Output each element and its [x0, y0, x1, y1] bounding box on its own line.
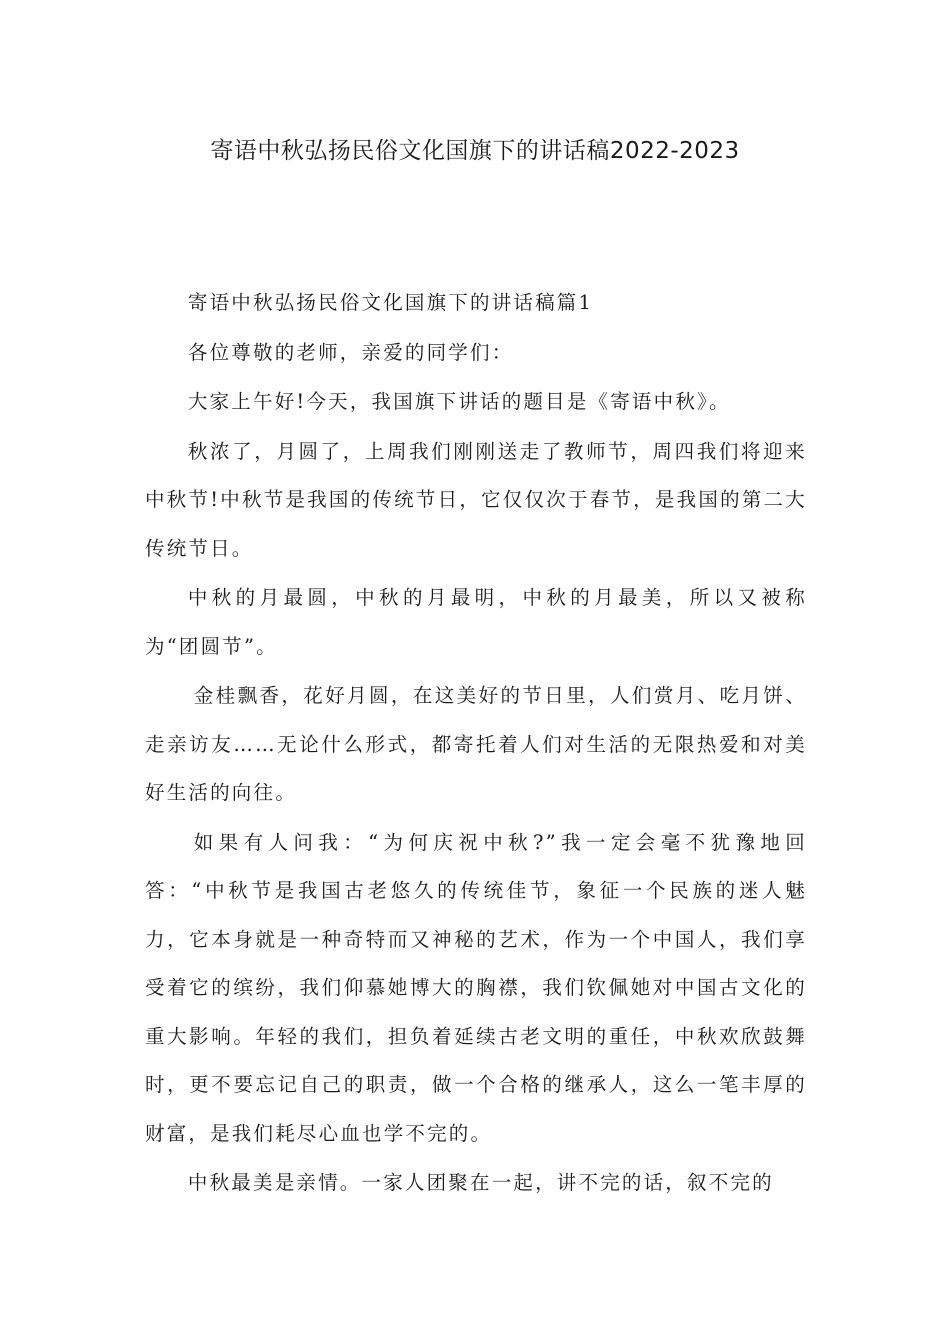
document-title: 寄语中秋弘扬民俗文化国旗下的讲话稿2022-2023 — [210, 138, 740, 164]
paragraph-moon: 中秋的月最圆，中秋的月最明，中秋的月最美，所以又被称为“团圆节”。 — [145, 586, 807, 658]
section-heading: 寄语中秋弘扬民俗文化国旗下的讲话稿篇1 — [187, 291, 594, 314]
salutation: 各位尊敬的老师，亲爱的同学们： — [187, 340, 514, 364]
document-body — [145, 279, 807, 1209]
paragraph-customs: 金桂飘香，花好月圆，在这美好的节日里，人们赏月、吃月饼、走亲访友……无论什么形式，都寄托着人们对生活的无限热爱和对美好生活的向往。 — [145, 684, 807, 804]
paragraph-family: 中秋最美是亲情。一家人团聚在一起，讲不完的话，叙不完的 — [187, 1171, 774, 1194]
paragraph-why-celebrate: 如果有人问我：“为何庆祝中秋?”我一定会毫不犹豫地回答：“中秋节是我国古老悠久的传统佳节，象征一个民族的迷人魅力，它本身就是一种奇特而又神秘的艺术，作为一个中国人，我们享受着它的缤纷，我们仰慕她博大的胸襟，我们钦佩她对中国古文化的重大影响。年轻的我们，担负着延续古老文明的重任，中秋欢欣鼓舞时，更不要忘记自己的职责，做一个合格的继承人，这么一笔丰厚的财富，是我们耗尽心血也学不完的。 — [145, 830, 807, 1145]
paragraph-intro: 秋浓了，月圆了，上周我们刚刚送走了教师节，周四我们将迎来中秋节!中秋节是我国的传统节日，它仅仅次于春节，是我国的第二大传统节日。 — [145, 439, 807, 560]
paragraph-greeting: 大家上午好!今天，我国旗下讲话的题目是《寄语中秋》。 — [187, 390, 731, 413]
